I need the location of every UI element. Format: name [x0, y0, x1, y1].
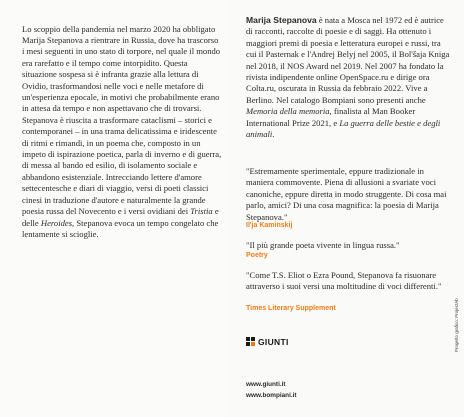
publisher-url-giunti[interactable]: www.giunti.it [246, 381, 286, 388]
author-bio [246, 15, 451, 140]
quote-source-poetry: Poetry [246, 252, 268, 259]
flap-synopsis [22, 24, 222, 241]
quote-tls: "Come T.S. Eliot o Ezra Pound, Stepanova fa risuonare attraverso i suoi versi una moltitudine di voci differenti." [246, 270, 442, 292]
bio-text-3: . [272, 129, 275, 140]
bio-text-1: è nata a Mosca nel 1972 ed è autrice di racconti, raccolte di poesie e di saggi. Ha ottenuto i maggiori premi di poesia e letteratura europei e russi, tra cui il Pasternak e l'Andrej Belyj nel 2005, il Bol'šaja Kniga nel 2018, il NOS Award nel 2019. Nel 2007 ha fondato la rivista indipendente online OpenSpace.ru e dirige ora Colta.ru, oscurata in Russia da febbraio 2022. Vive a Berlino. Nel catalogo Bompiani sono presenti anche [246, 15, 450, 105]
synopsis-title-heroides: Heroides [40, 217, 73, 228]
front-flap [0, 0, 226, 417]
publisher-logo [246, 337, 289, 347]
bio-text-2: , finalista al Man Booker International Prize 2021, e [246, 106, 416, 128]
quote-poetry: "Il più grande poeta vivente in lingua russa." [246, 240, 400, 250]
synopsis-title-tristia: Tristia [190, 206, 213, 217]
quote-kaminskij: "Estremamente sperimentale, eppure tradizionale in maniera commovente. Piena di allusioni a svariate voci canoniche, eppure diretta in modo struggente. Di cosa mai parlo, amici? Di una cosa magnifica: la poesia di Marija Stepanova." [246, 166, 447, 222]
design-credit: Progetto grafico: ProjectAb [454, 298, 459, 352]
giunti-logo-icon [246, 337, 256, 347]
publisher-url-bompiani[interactable]: www.bompiani.it [246, 392, 297, 399]
bio-book-2: La guerra delle bestie e degli animali [246, 117, 441, 140]
synopsis-text-2: e delle [22, 206, 219, 228]
bio-book-1: Memoria della memoria [246, 106, 330, 117]
synopsis-text-1: Lo scoppio della pandemia nel marzo 2020 ha obbligato Marija Stepanova a rientrare in Russia, dove ha trascorso i mesi seguenti in uno stato di torpore, nel quale il mondo era rarefatto e il tempo come intorpidito. Questa situazione sospesa si è infranta grazie alla lettura di Ovidio, trasformandosi nelle voci e nelle metafore di un'esperienza epocale, in motivi che probabilmente erano in attesa da tempo e non aspettavano che di trovarsi. Stepanova è riuscita a trasformare cataclismi – storici e contemporanei – in una trama delicatissima e iridescente di ritmi e rimandi, in un poema che, composto in un impeto di ispirazione poetica, parla di inverno e di guerra, di messa al bando ed esilio, di isolamento sociale e abbandono esistenziale. Intrecciando lettere d'amore settecentesche e diari di viaggio, versi di poeti classici cinesi in traduzione d'autore e naturalmente la grande poesia russa del Novecento e i versi ovidiani dei [22, 23, 222, 217]
publisher-name: GIUNTI [258, 337, 289, 347]
quote-source-kaminskij: Il'ja Kaminskij [246, 222, 293, 229]
synopsis-text-3: , Stepanova evoca un tempo congelato che lentamente si scioglie. [22, 217, 219, 239]
author-name: Marija Stepanova [246, 15, 317, 25]
quote-source-tls: Times Literary Supplement [246, 305, 336, 312]
back-cover [226, 0, 464, 417]
